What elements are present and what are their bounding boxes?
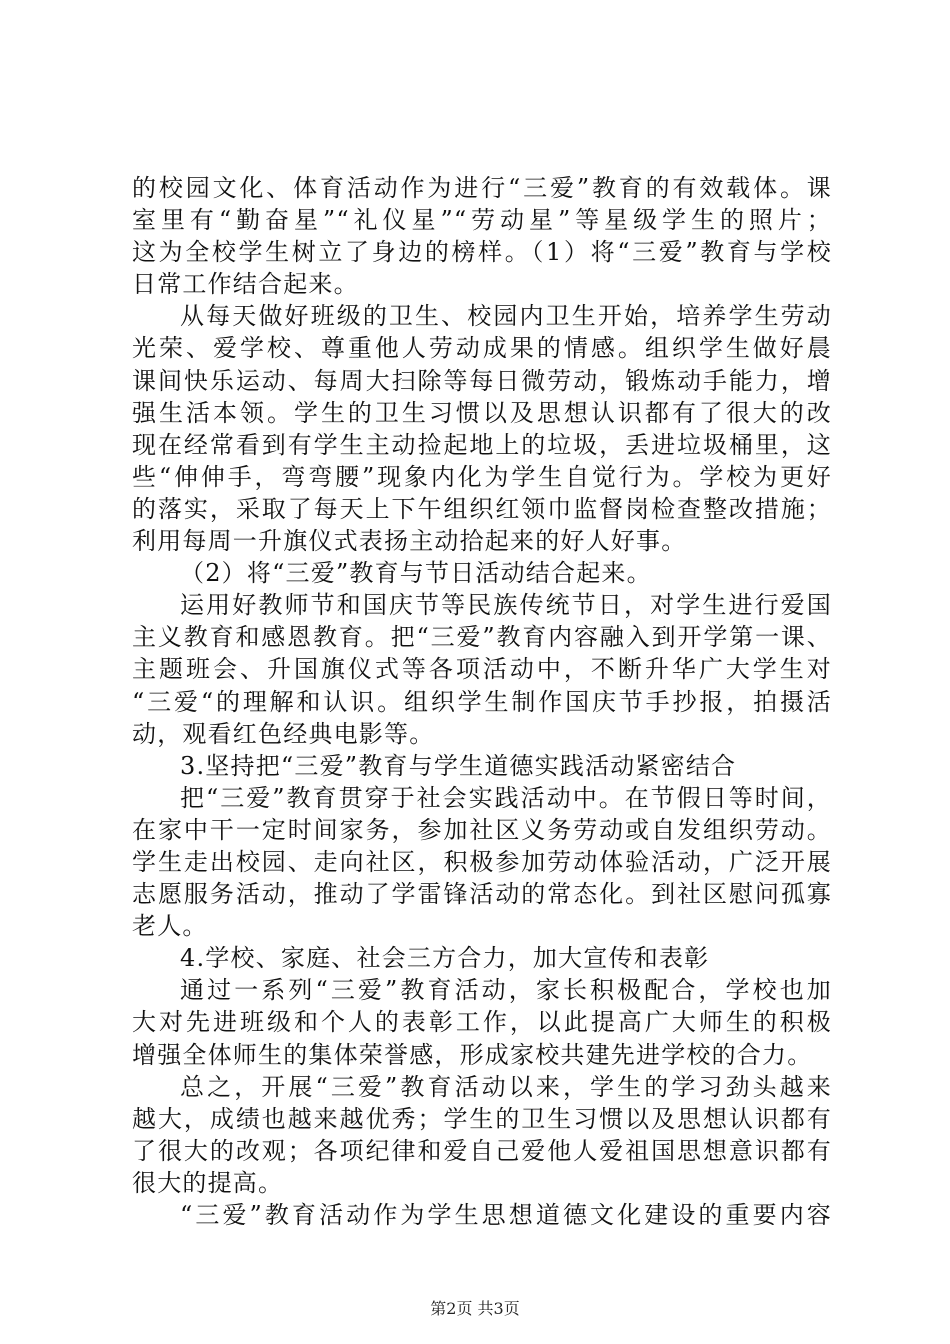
text-line: 通过一系列“三爱”教育活动，家长积极配合，学校也加: [180, 976, 832, 1005]
text-line: 学生走出校园、走向社区，积极参加劳动体验活动，广泛开展: [132, 847, 832, 876]
text-line: 越大，成绩也越来越优秀；学生的卫生习惯以及思想认识都有: [132, 1104, 832, 1133]
text-line: 把“三爱”教育贯穿于社会实践活动中。在节假日等时间，: [180, 783, 832, 812]
text-line: 从每天做好班级的卫生、校园内卫生开始，培养学生劳动: [180, 302, 832, 331]
text-line: 室里有“勤奋星”“礼仪星”“劳动星”等星级学生的照片；: [132, 206, 832, 235]
page-number-footer: 第2页 共3页: [430, 1299, 520, 1318]
text-line: 很大的提高。: [132, 1168, 284, 1197]
text-line: 增强全体师生的集体荣誉感，形成家校共建先进学校的合力。: [132, 1040, 813, 1069]
text-line: 强生活本领。学生的卫生习惯以及思想认识都有了很大的改: [132, 398, 832, 427]
text-line: 主题班会、升国旗仪式等各项活动中，不断升华广大学生对: [132, 655, 832, 684]
text-line: 大对先进班级和个人的表彰工作，以此提高广大师生的积极: [132, 1008, 832, 1037]
text-line: 利用每周一升旗仪式表扬主动拾起来的好人好事。: [132, 527, 687, 556]
text-line: 的落实，采取了每天上下午组织红领巾监督岗检查整改措施；: [132, 494, 832, 523]
text-line: 运用好教师节和国庆节等民族传统节日，对学生进行爱国: [180, 591, 832, 620]
text-line: 主义教育和感恩教育。把“三爱”教育内容融入到开学第一课、: [132, 623, 832, 652]
text-line: 在家中干一定时间家务，参加社区义务劳动或自发组织劳动。: [132, 815, 832, 844]
text-line: 日常工作结合起来。: [132, 270, 359, 299]
document-body: [132, 172, 832, 1231]
text-line: 的校园文化、体育活动作为进行“三爱”教育的有效载体。课: [132, 174, 832, 202]
text-line: 光荣、爱学校、尊重他人劳动成果的情感。组织学生做好晨: [132, 334, 832, 363]
text-line: 志愿服务活动，推动了学雷锋活动的常态化。到社区慰问孤寡: [132, 880, 832, 909]
text-line: 这为全校学生树立了身边的榜样。（1）将“三爱”教育与学校: [132, 238, 832, 267]
text-line: （2）将“三爱”教育与节日活动结合起来。: [180, 559, 652, 588]
text-line: 了很大的改观；各项纪律和爱自己爱他人爱祖国思想意识都有: [132, 1136, 832, 1165]
text-line: 老人。: [132, 912, 208, 941]
text-line: 动，观看红色经典电影等。: [132, 719, 435, 748]
text-line: 课间快乐运动、每周大扫除等每日微劳动，锻炼动手能力，增: [132, 366, 832, 395]
text-line: “三爱“的理解和认识。组织学生制作国庆节手抄报，拍摄活: [132, 687, 832, 716]
text-line: 4.学校、家庭、社会三方合力，加大宣传和表彰: [180, 944, 710, 973]
text-line: 些“伸伸手，弯弯腰”现象内化为学生自觉行为。学校为更好: [132, 462, 832, 491]
text-line: 3.坚持把“三爱”教育与学生道德实践活动紧密结合: [180, 751, 737, 780]
text-line: “三爱”教育活动作为学生思想道德文化建设的重要内容: [180, 1201, 832, 1229]
text-line: 现在经常看到有学生主动捡起地上的垃圾，丢进垃圾桶里，这: [132, 430, 832, 459]
text-line: 总之，开展“三爱”教育活动以来，学生的学习劲头越来: [180, 1072, 832, 1101]
